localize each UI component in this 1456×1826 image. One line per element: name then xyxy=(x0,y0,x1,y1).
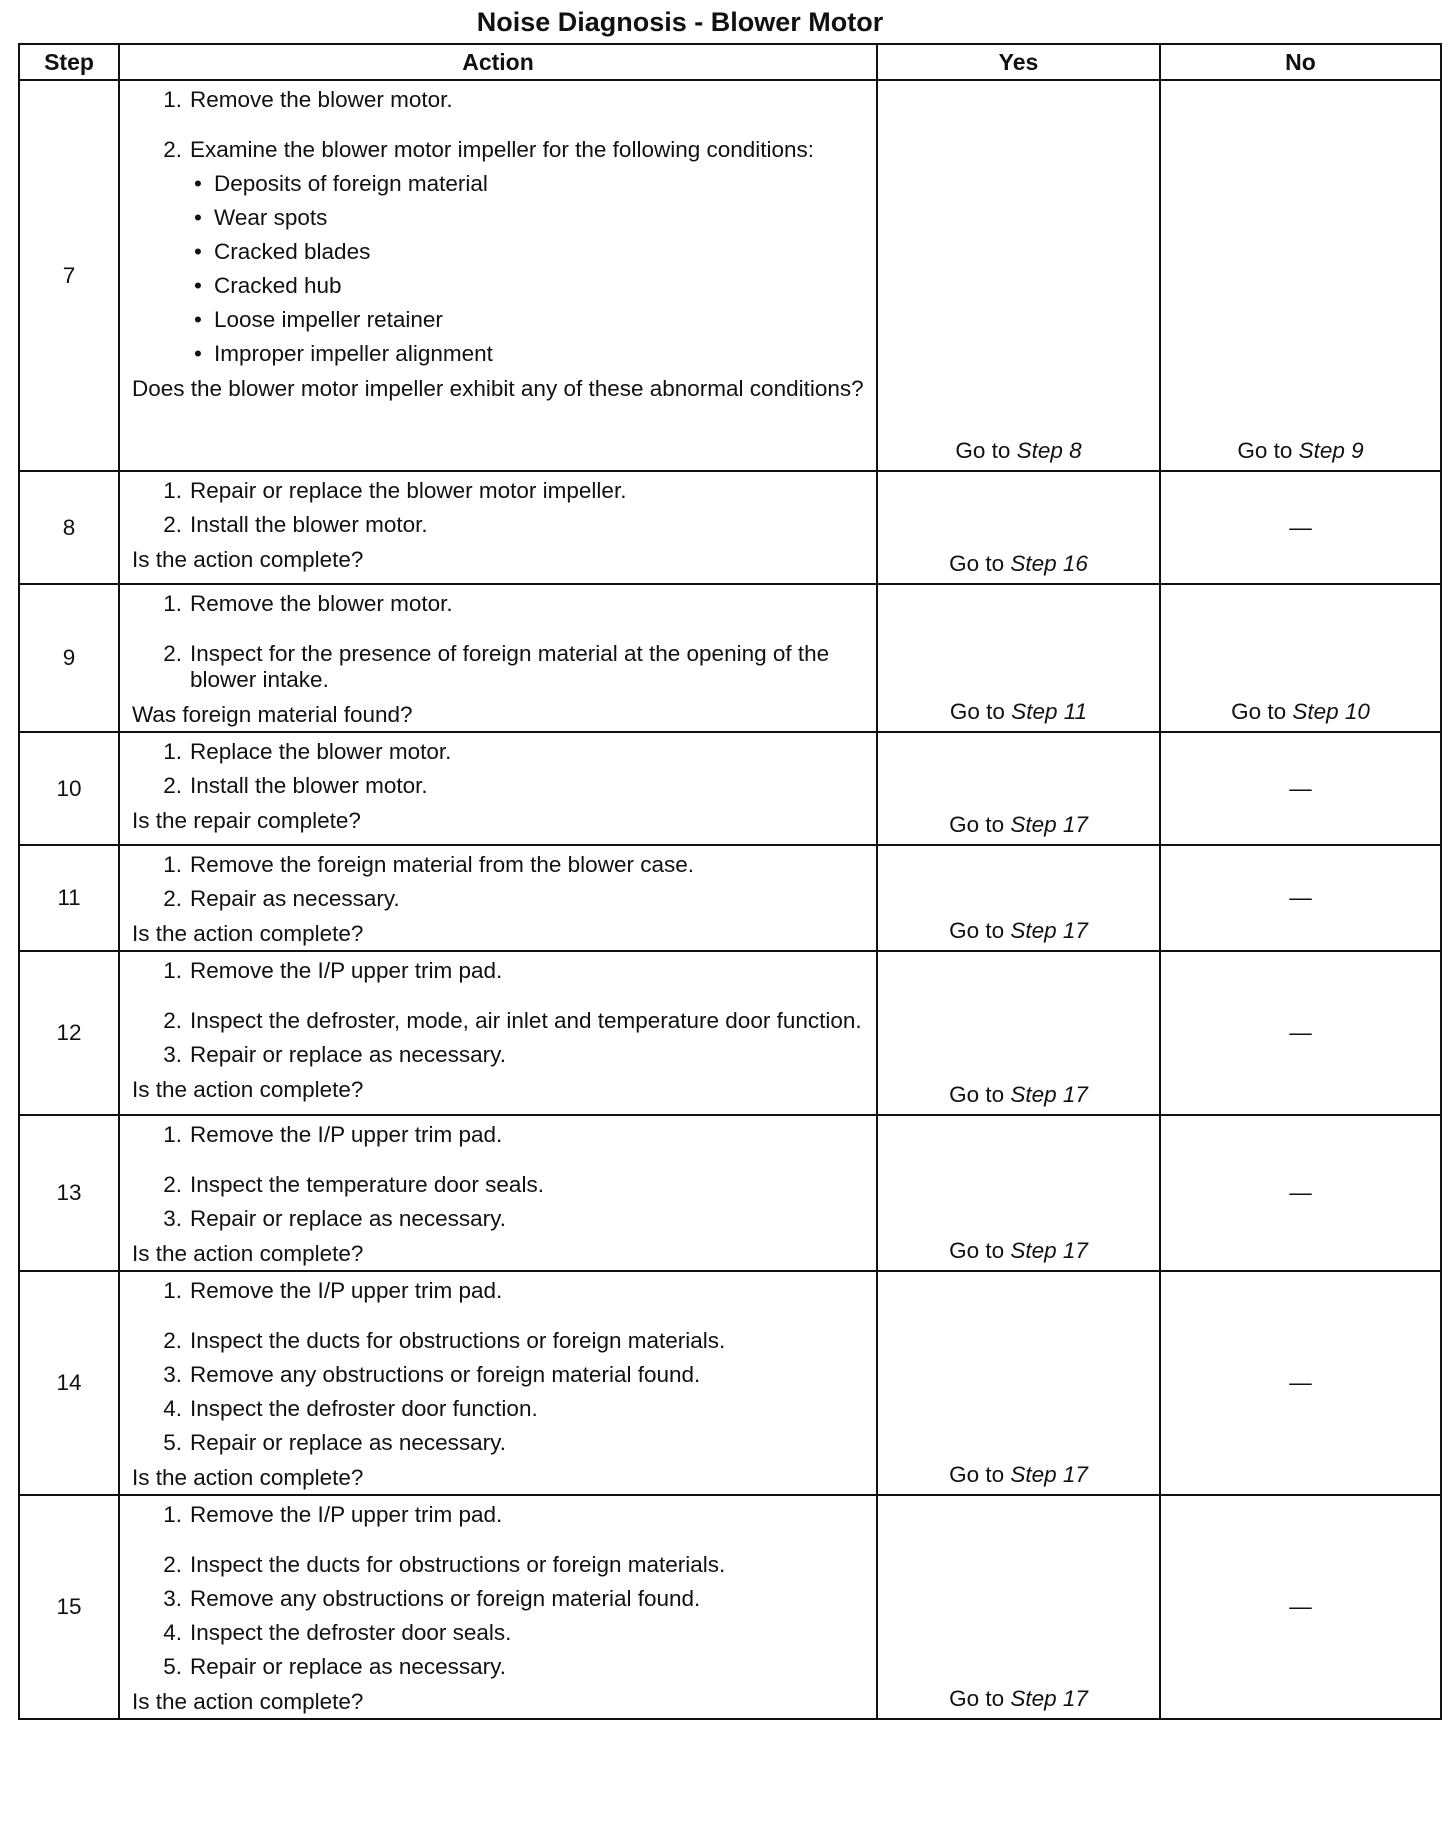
yes-result xyxy=(877,471,1160,584)
table-row xyxy=(19,732,1441,845)
goto-step-reference: Step 17 xyxy=(1010,1462,1088,1487)
action-step-number: 3. xyxy=(163,1362,182,1387)
yes-result xyxy=(877,80,1160,471)
action-question: Is the action complete? xyxy=(132,1689,364,1714)
action-step-number: 2. xyxy=(163,641,182,666)
action-step-text: Repair or replace as necessary. xyxy=(190,1430,506,1455)
table-row xyxy=(19,471,1441,584)
action-step xyxy=(132,773,864,799)
goto-step-reference: Step 10 xyxy=(1292,699,1370,724)
action-step-number: 1. xyxy=(163,958,182,983)
goto-prefix: Go to xyxy=(949,551,1005,576)
action-cell xyxy=(119,471,877,584)
action-step xyxy=(132,958,864,984)
no-dash: — xyxy=(1289,1020,1312,1045)
action-step-text: Repair or replace as necessary. xyxy=(190,1206,506,1231)
no-dash: — xyxy=(1289,775,1312,801)
action-question: Is the action complete? xyxy=(132,921,364,946)
bullet-icon: • xyxy=(194,307,202,332)
action-cell xyxy=(119,584,877,732)
action-step xyxy=(132,886,864,912)
condition-text: Improper impeller alignment xyxy=(214,341,493,366)
action-step xyxy=(132,1430,864,1456)
action-step xyxy=(132,1362,864,1388)
action-step xyxy=(132,852,864,878)
action-step-number: 1. xyxy=(163,1502,182,1527)
action-step-text: Inspect the temperature door seals. xyxy=(190,1172,544,1197)
action-step-number: 2. xyxy=(163,137,182,162)
action-step-number: 1. xyxy=(163,478,182,503)
action-step-number: 2. xyxy=(163,1008,182,1033)
action-cell xyxy=(119,951,877,1115)
step-number: 8 xyxy=(19,471,119,584)
action-step-text: Remove any obstructions or foreign material found. xyxy=(190,1362,701,1387)
action-step xyxy=(132,478,864,504)
action-step xyxy=(132,1278,864,1304)
action-step-text: Inspect the defroster, mode, air inlet and temperature door function. xyxy=(190,1008,862,1033)
step-number: 10 xyxy=(19,732,119,845)
action-question: Is the repair complete? xyxy=(132,808,361,833)
action-step xyxy=(132,1620,864,1646)
action-step xyxy=(132,1654,864,1680)
table-header-row xyxy=(19,44,1441,80)
condition-item xyxy=(132,341,864,367)
goto-step-reference: Step 17 xyxy=(1010,918,1088,943)
condition-text: Cracked blades xyxy=(214,239,371,264)
action-step-text: Remove any obstructions or foreign material found. xyxy=(190,1586,701,1611)
table-body xyxy=(19,80,1441,1719)
no-result xyxy=(1160,951,1441,1115)
action-question: Does the blower motor impeller exhibit any of these abnormal conditions? xyxy=(132,376,864,401)
no-result xyxy=(1160,1115,1441,1271)
yes-result xyxy=(877,1115,1160,1271)
action-question: Is the action complete? xyxy=(132,1465,364,1490)
action-step-text: Inspect for the presence of foreign material at the opening of the blower intake. xyxy=(190,641,830,692)
no-result xyxy=(1160,584,1441,732)
yes-result xyxy=(877,732,1160,845)
action-step-number: 1. xyxy=(163,1122,182,1147)
action-step-number: 1. xyxy=(163,1278,182,1303)
goto-prefix: Go to xyxy=(955,438,1011,463)
no-result xyxy=(1160,80,1441,471)
action-step-text: Remove the I/P upper trim pad. xyxy=(190,1122,503,1147)
condition-text: Cracked hub xyxy=(214,273,342,298)
action-step-text: Install the blower motor. xyxy=(190,512,428,537)
action-step-number: 2. xyxy=(163,512,182,537)
action-step-number: 4. xyxy=(163,1396,182,1421)
no-result xyxy=(1160,471,1441,584)
step-number: 14 xyxy=(19,1271,119,1495)
goto-step-reference: Step 11 xyxy=(1011,699,1088,724)
action-cell xyxy=(119,80,877,471)
goto-prefix: Go to xyxy=(949,1082,1005,1107)
action-step-number: 1. xyxy=(163,739,182,764)
action-step-number: 1. xyxy=(163,87,182,112)
bullet-icon: • xyxy=(194,273,202,298)
table-row xyxy=(19,1271,1441,1495)
action-step xyxy=(132,1172,864,1198)
goto-prefix: Go to xyxy=(949,1686,1005,1711)
action-step xyxy=(132,1586,864,1612)
action-step-number: 3. xyxy=(163,1206,182,1231)
no-result xyxy=(1160,845,1441,951)
goto-step-reference: Step 17 xyxy=(1010,812,1088,837)
table-row xyxy=(19,80,1441,471)
action-step-number: 3. xyxy=(163,1586,182,1611)
step-number: 15 xyxy=(19,1495,119,1719)
action-step xyxy=(132,1122,864,1148)
condition-item xyxy=(132,239,864,265)
action-step-text: Remove the blower motor. xyxy=(190,87,453,112)
action-step-text: Replace the blower motor. xyxy=(190,739,452,764)
header-no: No xyxy=(1160,44,1441,80)
action-step-number: 1. xyxy=(163,852,182,877)
action-cell xyxy=(119,732,877,845)
no-result xyxy=(1160,732,1441,845)
action-step-number: 2. xyxy=(163,1328,182,1353)
step-number: 9 xyxy=(19,584,119,732)
condition-item xyxy=(132,171,864,197)
action-question: Is the action complete? xyxy=(132,1077,364,1102)
action-step-text: Inspect the defroster door function. xyxy=(190,1396,538,1421)
step-number: 7 xyxy=(19,80,119,471)
bullet-icon: • xyxy=(194,239,202,264)
yes-result xyxy=(877,1495,1160,1719)
no-dash: — xyxy=(1289,885,1312,910)
action-step-text: Remove the I/P upper trim pad. xyxy=(190,958,503,983)
action-step-text: Examine the blower motor impeller for the following conditions: xyxy=(190,137,815,162)
condition-item xyxy=(132,307,864,333)
action-step-number: 5. xyxy=(163,1430,182,1455)
table-row xyxy=(19,584,1441,732)
action-step-number: 3. xyxy=(163,1042,182,1067)
header-step: Step xyxy=(19,44,119,80)
condition-item xyxy=(132,273,864,299)
action-question: Is the action complete? xyxy=(132,547,364,572)
action-step xyxy=(132,87,864,113)
action-step-text: Inspect the defroster door seals. xyxy=(190,1620,512,1645)
action-step-text: Repair or replace as necessary. xyxy=(190,1654,506,1679)
yes-result xyxy=(877,951,1160,1115)
action-step-number: 4. xyxy=(163,1620,182,1645)
header-action: Action xyxy=(119,44,877,80)
goto-prefix: Go to xyxy=(949,812,1005,837)
diagnosis-table xyxy=(18,43,1442,1720)
action-cell xyxy=(119,1115,877,1271)
action-step xyxy=(132,739,864,765)
table-row xyxy=(19,1495,1441,1719)
action-step-text: Remove the blower motor. xyxy=(190,591,453,616)
action-step xyxy=(132,1396,864,1422)
bullet-icon: • xyxy=(194,171,202,196)
no-result xyxy=(1160,1271,1441,1495)
goto-prefix: Go to xyxy=(949,1462,1005,1487)
action-step-text: Remove the I/P upper trim pad. xyxy=(190,1502,503,1527)
action-cell xyxy=(119,1495,877,1719)
yes-result xyxy=(877,584,1160,732)
goto-prefix: Go to xyxy=(1231,699,1287,724)
action-step-text: Repair as necessary. xyxy=(190,886,400,911)
yes-result xyxy=(877,1271,1160,1495)
action-cell xyxy=(119,845,877,951)
goto-prefix: Go to xyxy=(1237,438,1293,463)
action-step-text: Repair or replace as necessary. xyxy=(190,1042,506,1067)
action-question: Is the action complete? xyxy=(132,1241,364,1266)
table-row xyxy=(19,845,1441,951)
no-dash: — xyxy=(1289,1370,1312,1395)
action-step xyxy=(132,137,864,163)
goto-prefix: Go to xyxy=(949,918,1005,943)
goto-prefix: Go to xyxy=(949,699,1005,724)
action-step-text: Remove the foreign material from the blower case. xyxy=(190,852,694,877)
table-row xyxy=(19,951,1441,1115)
action-step-text: Remove the I/P upper trim pad. xyxy=(190,1278,503,1303)
action-step-number: 1. xyxy=(163,591,182,616)
goto-step-reference: Step 9 xyxy=(1298,438,1364,463)
goto-prefix: Go to xyxy=(949,1238,1005,1263)
action-step-number: 5. xyxy=(163,1654,182,1679)
goto-step-reference: Step 17 xyxy=(1010,1686,1088,1711)
condition-item xyxy=(132,205,864,231)
step-number: 12 xyxy=(19,951,119,1115)
goto-step-reference: Step 17 xyxy=(1010,1238,1088,1263)
action-step-text: Inspect the ducts for obstructions or foreign materials. xyxy=(190,1328,726,1353)
action-question: Was foreign material found? xyxy=(132,702,413,727)
action-step-text: Inspect the ducts for obstructions or foreign materials. xyxy=(190,1552,726,1577)
goto-step-reference: Step 16 xyxy=(1010,551,1088,576)
no-result xyxy=(1160,1495,1441,1719)
goto-step-reference: Step 17 xyxy=(1010,1082,1088,1107)
step-number: 13 xyxy=(19,1115,119,1271)
condition-text: Wear spots xyxy=(214,205,328,230)
action-cell xyxy=(119,1271,877,1495)
action-step-text: Install the blower motor. xyxy=(190,773,428,798)
action-step xyxy=(132,591,864,617)
action-step xyxy=(132,1206,864,1232)
step-number: 11 xyxy=(19,845,119,951)
bullet-icon: • xyxy=(194,205,202,230)
action-step xyxy=(132,1042,864,1068)
action-step xyxy=(132,1008,864,1034)
no-dash: — xyxy=(1289,1594,1312,1619)
header-yes: Yes xyxy=(877,44,1160,80)
action-step xyxy=(132,1328,864,1354)
yes-result xyxy=(877,845,1160,951)
action-step-text: Repair or replace the blower motor impeller. xyxy=(190,478,627,503)
bullet-icon: • xyxy=(194,341,202,366)
action-step-number: 2. xyxy=(163,1552,182,1577)
goto-step-reference: Step 8 xyxy=(1016,438,1082,463)
action-step-number: 2. xyxy=(163,886,182,911)
action-step xyxy=(132,512,864,538)
action-step xyxy=(132,641,864,693)
action-step-number: 2. xyxy=(163,1172,182,1197)
condition-text: Loose impeller retainer xyxy=(214,307,443,332)
no-dash: — xyxy=(1289,514,1312,540)
table-row xyxy=(19,1115,1441,1271)
action-step xyxy=(132,1502,864,1528)
action-step xyxy=(132,1552,864,1578)
action-step-number: 2. xyxy=(163,773,182,798)
document-title: Noise Diagnosis - Blower Motor xyxy=(476,7,884,37)
no-dash: — xyxy=(1289,1180,1312,1205)
condition-text: Deposits of foreign material xyxy=(214,171,488,196)
